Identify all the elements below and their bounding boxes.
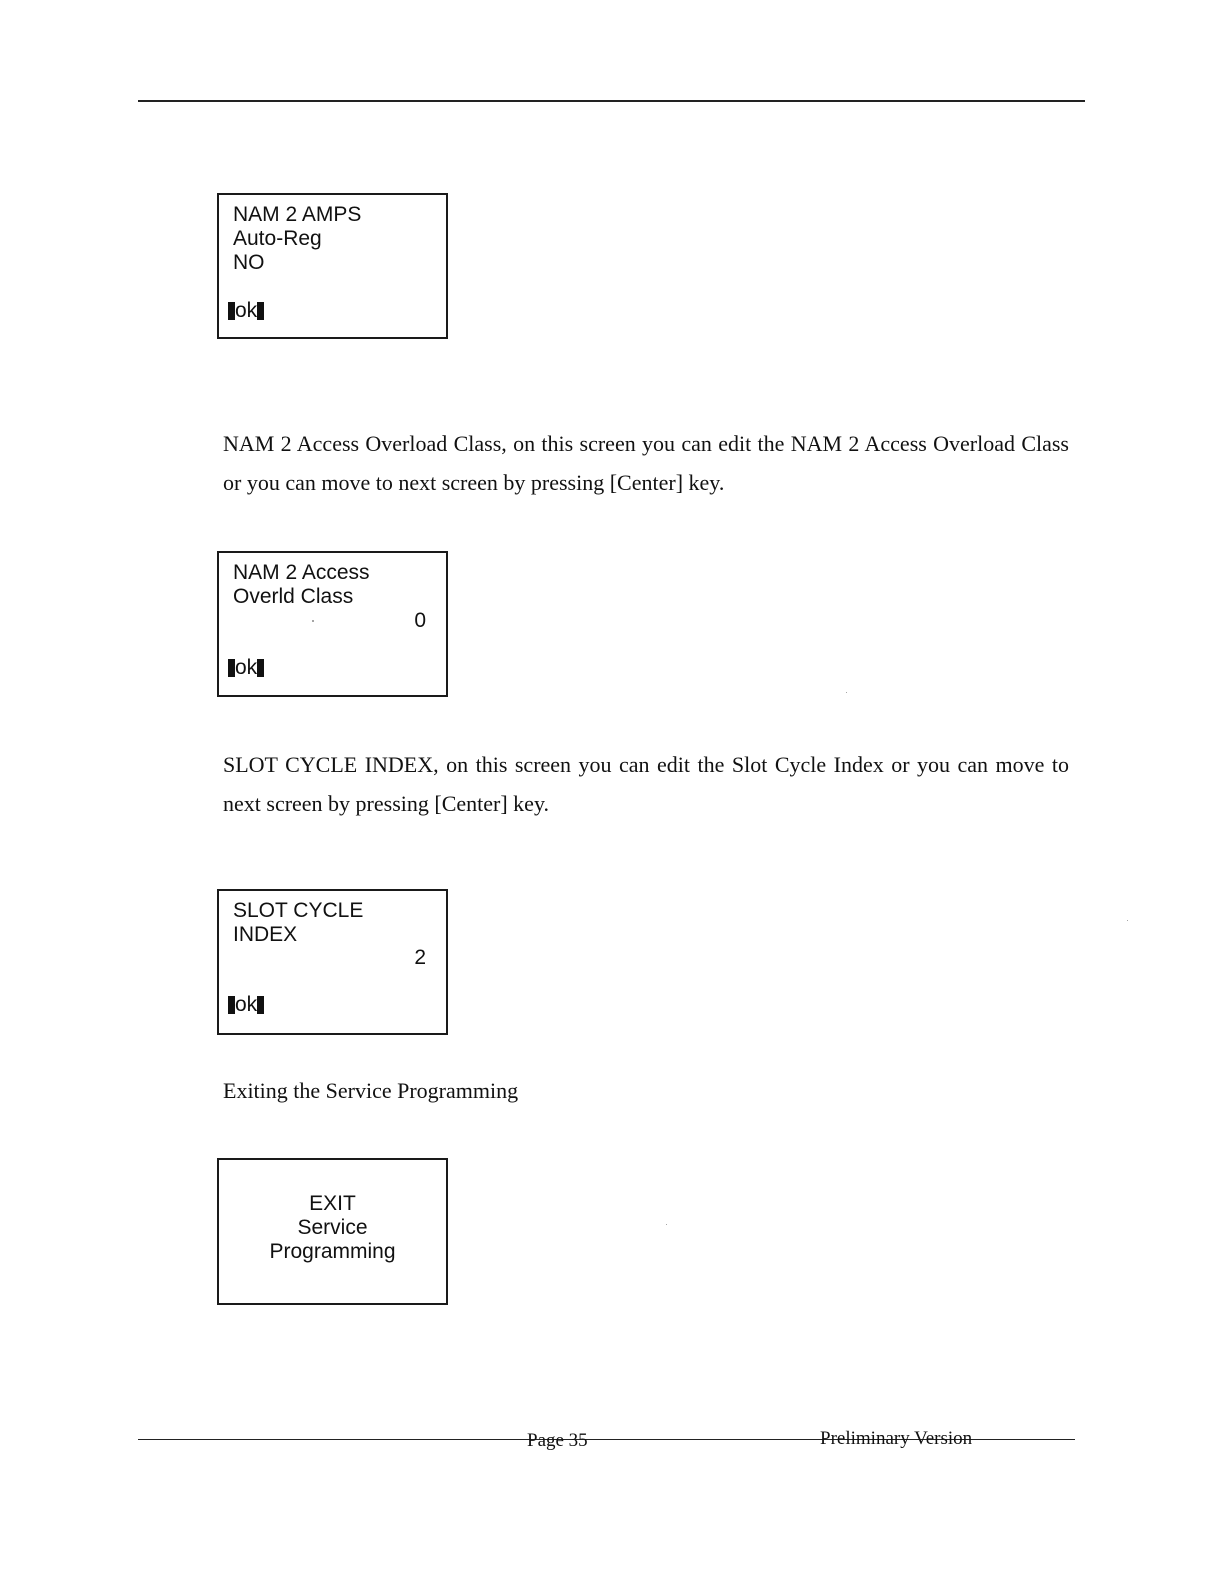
softkey-ok (228, 299, 264, 323)
softkey-ok (228, 656, 264, 680)
cursor-block-icon (228, 659, 235, 677)
lcd-line: NAM 2 Access (233, 561, 370, 584)
lcd-line: SLOT CYCLE (233, 899, 364, 922)
lcd-line: NO (233, 251, 265, 274)
description-slot-cycle-index: SLOT CYCLE INDEX, on this screen you can edit the Slot Cycle Index or you can move to next screen by pressing [Center] key. (223, 752, 1069, 816)
scan-speck (666, 1224, 667, 1225)
lcd-value: 0 (414, 609, 426, 632)
description-access-overload-class: NAM 2 Access Overload Class, on this screen you can edit the NAM 2 Access Overload Class or you can move to next screen by pressing [Center] key. (223, 431, 1069, 495)
cursor-block-icon (228, 996, 235, 1014)
scan-speck (846, 692, 847, 693)
lcd-line: Auto-Reg (233, 227, 322, 250)
lcd-line: EXIT (309, 1192, 356, 1215)
description-exit-service: Exiting the Service Programming (223, 1078, 519, 1103)
version-label: Preliminary Version (820, 1428, 973, 1449)
lcd-line: INDEX (233, 923, 298, 946)
cursor-block-icon (257, 302, 264, 320)
lcd-line: Service (297, 1216, 368, 1239)
lcd-line: Overld Class (233, 585, 354, 608)
header-rule (138, 100, 1085, 102)
cursor-block-icon (257, 996, 264, 1014)
softkey-label: ok (235, 993, 258, 1016)
lcd-line: Programming (269, 1240, 396, 1263)
cursor-block-icon (228, 302, 235, 320)
lcd-value: 2 (414, 946, 426, 969)
scan-speck (1127, 920, 1128, 921)
softkey-ok (228, 993, 264, 1017)
lcd-line: NAM 2 AMPS (233, 203, 362, 226)
page-number: Page 35 (527, 1430, 588, 1451)
scan-speck (312, 620, 314, 622)
lcd-screen-slot-cycle-index (217, 889, 448, 1035)
softkey-label: ok (235, 656, 258, 679)
lcd-screen-exit-service-programming (217, 1158, 448, 1305)
cursor-block-icon (257, 659, 264, 677)
lcd-screen-nam2-access-overload (217, 551, 448, 697)
lcd-screen-nam2-amps-autoreg (217, 193, 448, 339)
softkey-label: ok (235, 299, 258, 322)
